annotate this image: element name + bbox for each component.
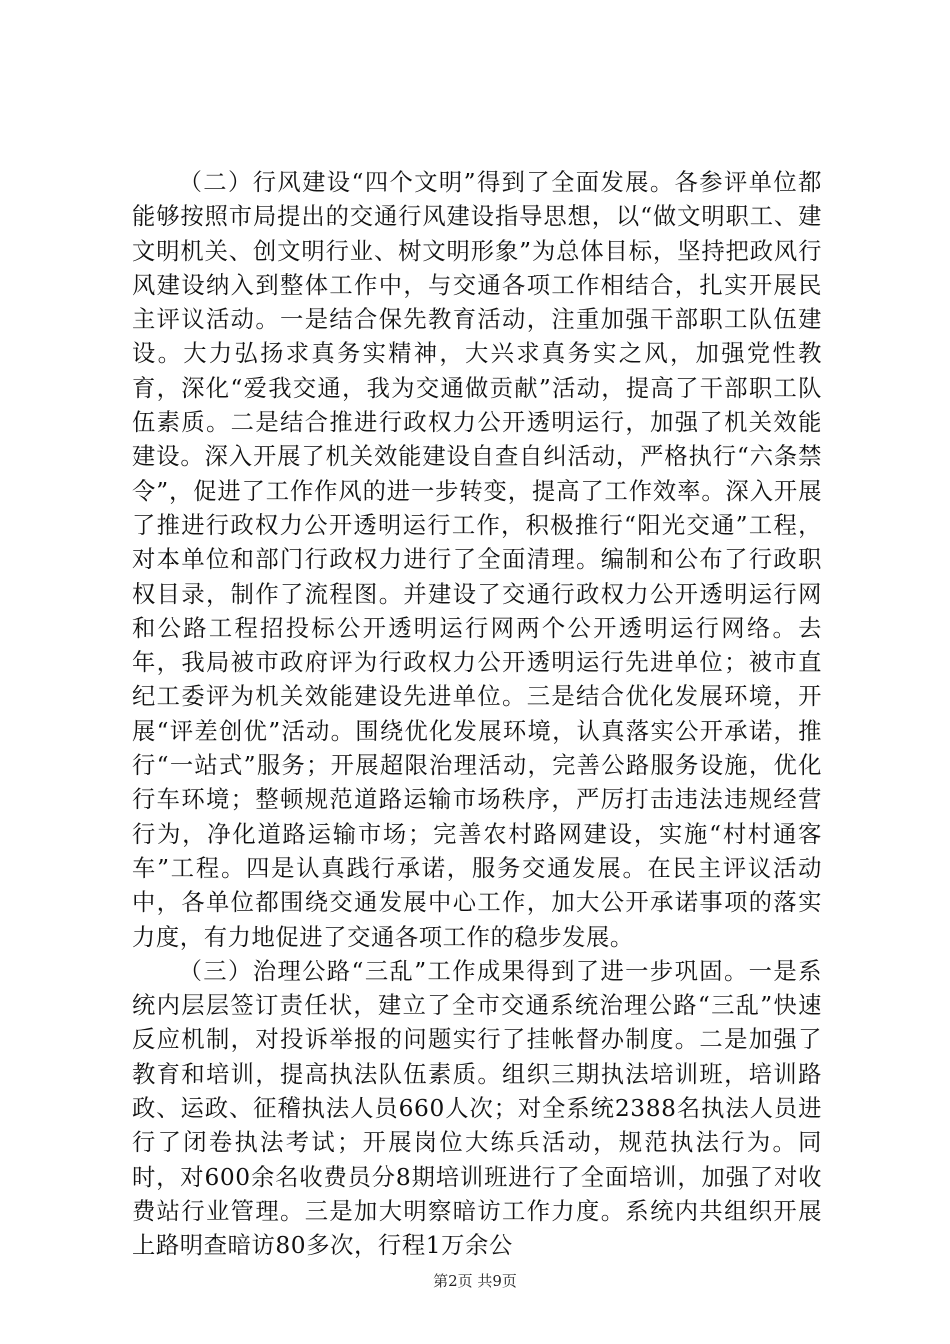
page-footer: 第2页 共9页	[433, 1272, 517, 1290]
paragraph-section-3: （三）治理公路“三乱”工作成果得到了进一步巩固。一是系统内层层签订责任状，建立了全市交通系统治理公路“三乱”快速反应机制，对投诉举报的问题实行了挂帐督办制度。二是加强了教育和培训，提高执法队伍素质。组织三期执法培训班，培训路政、运政、征稽执法人员660人次；对全系统2388名执法人员进行了闭卷执法考试；开展岗位大练兵活动，规范执法行为。同时，对600余名收费员分8期培训班进行了全面培训，加强了对收费站行业管理。三是加大明察暗访工作力度。系统内共组织开展上路明查暗访80多次，行程1万余公	[132, 957, 822, 1260]
document-body	[132, 166, 822, 1264]
paragraph-section-2: （二）行风建设“四个文明”得到了全面发展。各参评单位都能够按照市局提出的交通行风建设指导思想，以“做文明职工、建文明机关、创文明行业、树文明形象”为总体目标，坚持把政风行风建设纳入到整体工作中，与交通各项工作相结合，扎实开展民主评议活动。一是结合保先教育活动，注重加强干部职工队伍建设。大力弘扬求真务实精神，大兴求真务实之风，加强党性教育，深化“爱我交通，我为交通做贡献”活动，提高了干部职工队伍素质。二是结合推进行政权力公开透明运行，加强了机关效能建设。深入开展了机关效能建设自查自纠活动，严格执行“六条禁令”，促进了工作作风的进一步转变，提高了工作效率。深入开展了推进行政权力公开透明运行工作，积极推行“阳光交通”工程，对本单位和部门行政权力进行了全面清理。编制和公布了行政职权目录，制作了流程图。并建设了交通行政权力公开透明运行网和公路工程招投标公开透明运行网两个公开透明运行网络。去年，我局被市政府评为行政权力公开透明运行先进单位；被市直纪工委评为机关效能建设先进单位。三是结合优化发展环境，开展“评差创优”活动。围绕优化发展环境，认真落实公开承诺，推行“一站式”服务；开展超限治理活动，完善公路服务设施，优化行车环境；整顿规范道路运输市场秩序，严厉打击违法违规经营行为，净化道路运输市场；完善农村路网建设，实施“村村通客车”工程。四是认真践行承诺，服务交通发展。在民主评议活动中，各单位都围绕交通发展中心工作，加大公开承诺事项的落实力度，有力地促进了交通各项工作的稳步发展。	[132, 169, 822, 951]
